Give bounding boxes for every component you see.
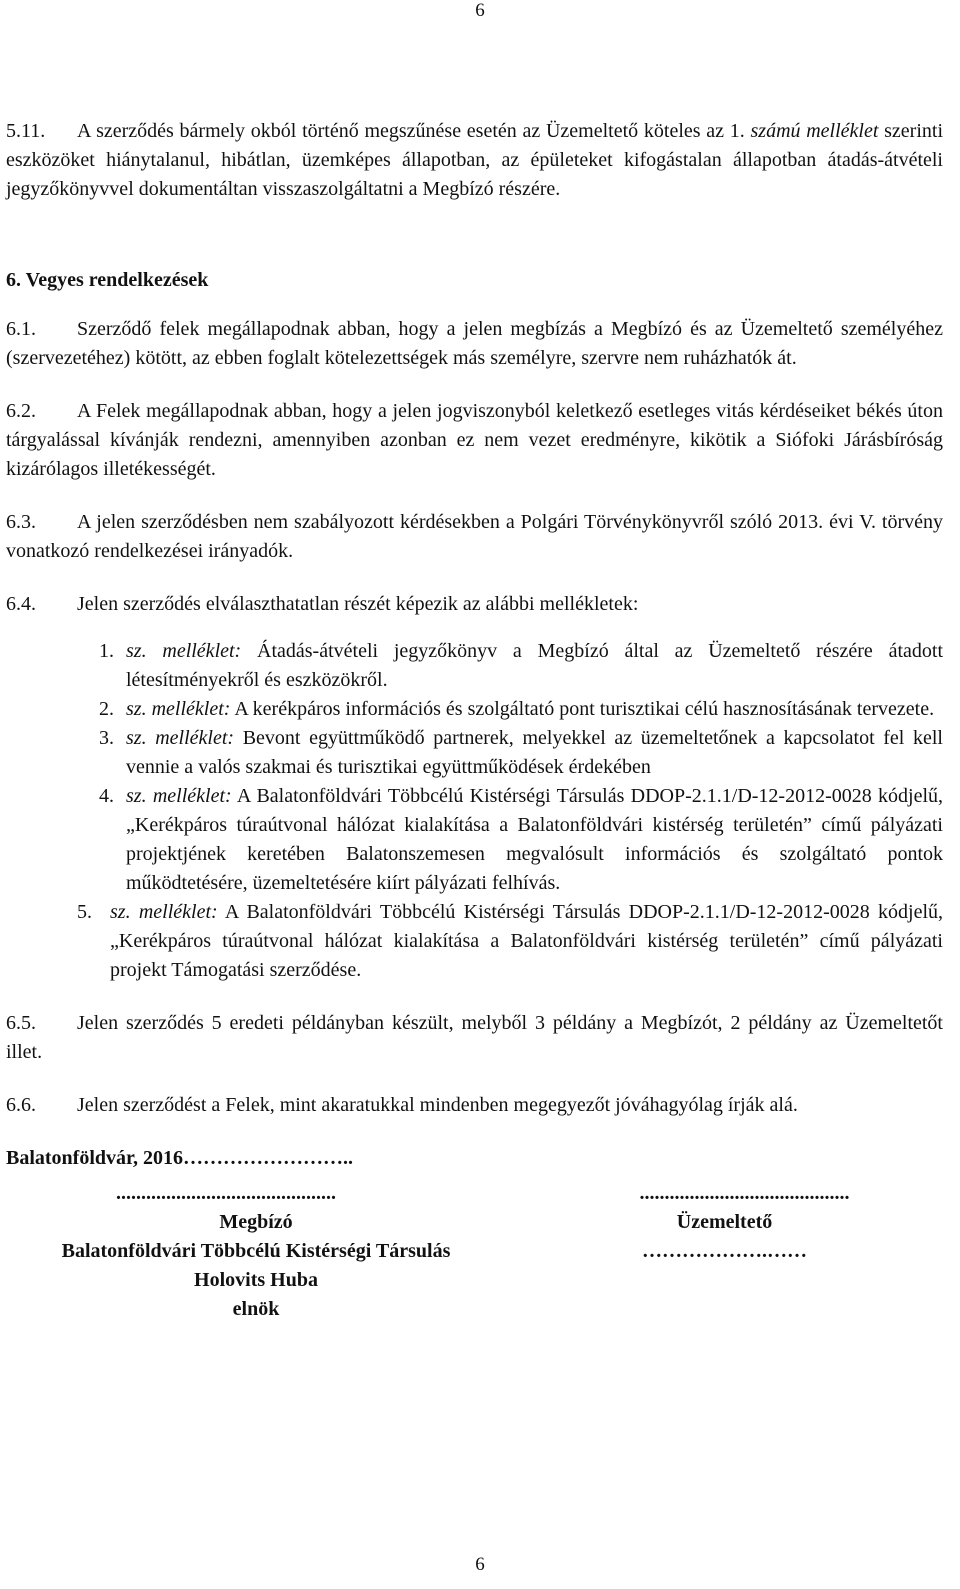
section-heading: 6. Vegyes rendelkezések [6, 269, 209, 291]
paragraph-number: 6.2. [6, 400, 36, 422]
page-number-top: 6 [475, 0, 485, 21]
annex-number: 3. [99, 727, 114, 749]
annex-item-5 [6, 898, 943, 985]
paragraph-5-11 [6, 117, 943, 204]
paragraph-text: Jelen szerződés elválaszthatatlan részét képezik az alábbi mellékletek: [77, 593, 639, 615]
annex-number: 2. [99, 698, 114, 720]
paragraph-text: A Felek megállapodnak abban, hogy a jelen jogviszonyból keletkező esetleges vitás kérdéseiket békés úton tárgyalással kívánják rendezni, amennyiben azonban ez nem vezet eredményre, kikötik a Siófoki Járásbíróság kizárólagos illetékességét. [6, 400, 943, 480]
paragraph-6-3 [6, 508, 943, 566]
left-organization: Balatonföldvári Többcélú Kistérségi Társulás [61, 1240, 451, 1262]
annex-number: 1. [99, 640, 114, 662]
place-date: Balatonföldvár, 2016…………………….. [6, 1147, 354, 1169]
signature-title-row [6, 1295, 943, 1324]
paragraph-text: Jelen szerződést a Felek, mint akaratukkal mindenben megegyezőt jóváhagyólag írják alá. [77, 1094, 798, 1116]
annex-list [6, 637, 943, 985]
annex-item-4 [6, 782, 943, 898]
annex-text: sz. melléklet: Bevont együttműködő partnerek, melyekkel az üzemeltetőnek a kapcsolatot fel kell vennie a valós szakmai és turisztikai együttműködések érdekében [126, 727, 943, 778]
right-signature-line: .......................................... [639, 1182, 850, 1204]
annex-item-2 [6, 695, 943, 724]
paragraph-number: 5.11. [6, 120, 46, 142]
left-signatory-title: elnök [232, 1298, 280, 1320]
paragraph-text: Jelen szerződés 5 eredeti példányban készült, melyből 3 példány a Megbízót, 2 példány az Üzemeltetőt illet. [6, 1012, 943, 1063]
page-number-bottom: 6 [475, 1554, 485, 1575]
signature-block [6, 1144, 943, 1324]
paragraph-6-2 [6, 397, 943, 484]
signature-name-row [6, 1266, 943, 1295]
right-role: Üzemeltető [676, 1211, 773, 1233]
annex-number: 4. [99, 785, 114, 807]
signature-role-row [6, 1208, 943, 1237]
paragraph-number: 6.3. [6, 511, 36, 533]
paragraph-6-1 [6, 315, 943, 373]
paragraph-text-b: szerinti eszközöket hiánytalanul, hibátlan, üzemképes állapotban, az épületeket kifogástalan állapotban átadás-átvételi jegyzőkönyvvel dokumentáltan visszaszolgáltatni a Megbízó részére. [6, 120, 944, 200]
left-signatory-name: Holovits Huba [194, 1269, 318, 1291]
annex-item-1 [6, 637, 943, 695]
signature-org-row [6, 1237, 943, 1266]
annex-text: sz. melléklet: A kerékpáros információs és szolgáltató pont turisztikai célú hasznosításának tervezete. [126, 698, 935, 720]
right-organization: ……………….…… [642, 1240, 807, 1262]
paragraph-6-4 [6, 590, 943, 619]
paragraph-italic: számú melléklet [750, 120, 879, 142]
paragraph-text: A jelen szerződésben nem szabályozott kérdésekben a Polgári Törvénykönyvről szóló 2013. évi V. törvény vonatkozó rendelkezései irányadók. [6, 511, 943, 562]
paragraph-text-a: A szerződés bármely okból történő megszűnése esetén az Üzemeltető köteles az 1. [77, 120, 745, 142]
paragraph-number: 6.5. [6, 1012, 36, 1034]
annex-item-3 [6, 724, 943, 782]
annex-number: 5. [77, 901, 92, 923]
paragraph-6-5 [6, 1009, 943, 1067]
paragraph-text: Szerződő felek megállapodnak abban, hogy a jelen megbízás a Megbízó és az Üzemeltető személyéhez (szervezetéhez) kötött, az ebben foglalt kötelezettségek más személyre, szervre nem ruházhatók át. [6, 318, 943, 369]
paragraph-6-6 [6, 1091, 943, 1120]
paragraph-number: 6.6. [6, 1094, 36, 1116]
annex-text: sz. melléklet: A Balatonföldvári Többcélú Kistérségi Társulás DDOP-2.1.1/D-12-2012-0028 kódjelű, „Kerékpáros túraútvonal hálózat kialakítása a Balatonföldvári kistérség területén” című pályázati projekt Támogatási szerződése. [110, 901, 943, 981]
signature-dots-row [6, 1179, 943, 1208]
paragraph-number: 6.1. [6, 318, 36, 340]
left-signature-line: ............................................ [116, 1182, 336, 1204]
paragraph-number: 6.4. [6, 593, 36, 615]
left-role: Megbízó [219, 1211, 293, 1233]
annex-text: sz. melléklet: Átadás-átvételi jegyzőkönyv a Megbízó által az Üzemeltető részére átadott létesítményekről és eszközökről. [126, 640, 944, 691]
document-body [6, 117, 943, 1324]
annex-text: sz. melléklet: A Balatonföldvári Többcélú Kistérségi Társulás DDOP-2.1.1/D-12-2012-0028 kódjelű, „Kerékpáros túraútvonal hálózat kialakítása a Balatonföldvári kistérség területén” című pályázati projektjének keretében Balatonszemesen megvalósult információs és szolgáltató pontok működtetésére, üzemeltetésére kiírt pályázati felhívás. [126, 785, 943, 894]
